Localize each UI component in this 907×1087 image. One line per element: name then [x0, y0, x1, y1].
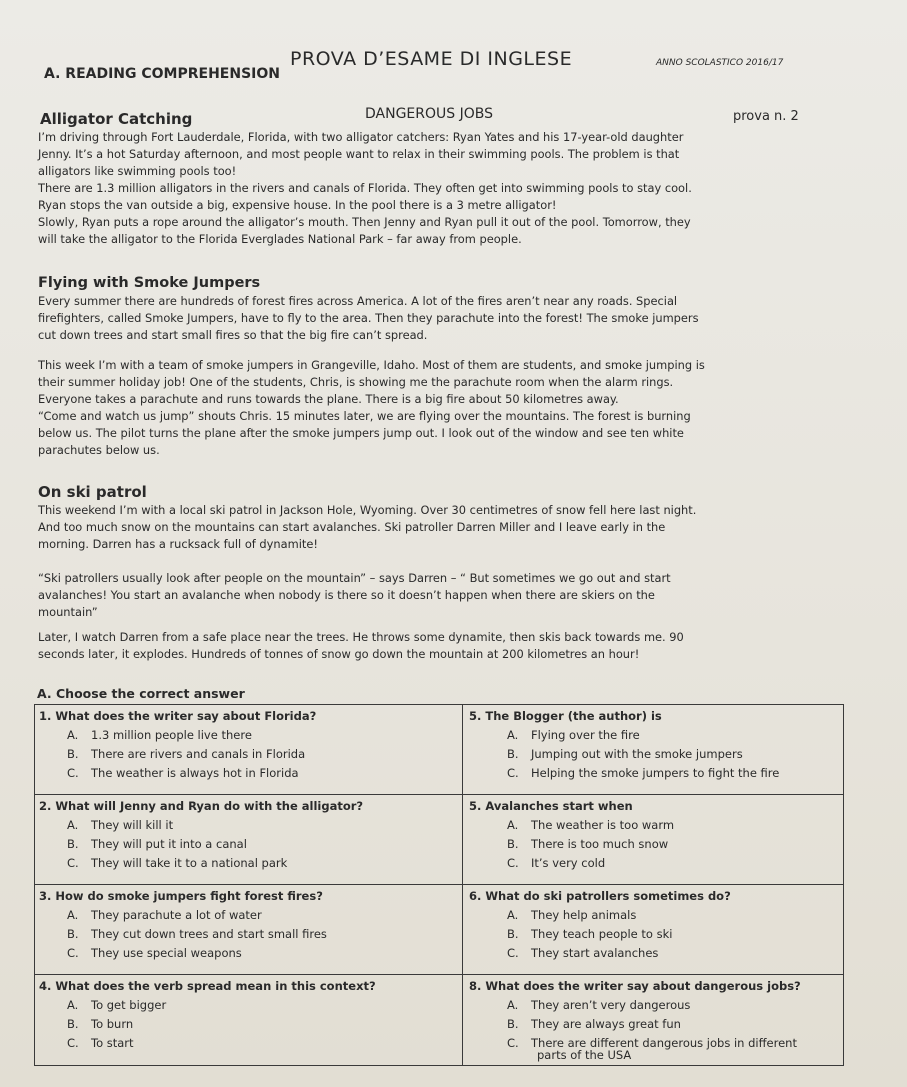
- option-text: They teach people to ski: [531, 927, 673, 941]
- question-3: [35, 885, 463, 975]
- question-8-option-c-continuation: parts of the USA: [537, 1048, 632, 1062]
- answer-option[interactable]: [469, 944, 839, 963]
- text-line: There are 1.3 million alligators in the rivers and canals of Florida. They often get into swimming pools to stay cool.: [38, 181, 692, 195]
- option-text: They will put it into a canal: [91, 837, 247, 851]
- ski-paragraph-3: [38, 629, 868, 663]
- text-line: below us. The pilot turns the plane after the smoke jumpers jump out. I look out of the window and see ten white: [38, 426, 684, 440]
- option-letter: A.: [507, 818, 519, 832]
- text-line: And too much snow on the mountains can start avalanches. Ski patroller Darren Miller and I leave early in the: [38, 520, 666, 534]
- option-letter: A.: [507, 908, 519, 922]
- answer-option[interactable]: [39, 764, 458, 783]
- text-line: Later, I watch Darren from a safe place near the trees. He throws some dynamite, then skis back towards me. 90: [38, 630, 684, 644]
- ski-paragraph-2: [38, 570, 868, 621]
- ski-patrol-heading: On ski patrol: [38, 483, 147, 501]
- option-text: They aren’t very dangerous: [531, 998, 691, 1012]
- option-letter: C.: [67, 856, 79, 870]
- answer-option[interactable]: [39, 1034, 458, 1053]
- option-text: They will kill it: [91, 818, 174, 832]
- option-text: Flying over the fire: [531, 728, 640, 742]
- answer-option[interactable]: [39, 726, 458, 745]
- answer-option[interactable]: [469, 745, 839, 764]
- ski-paragraph-1: [38, 502, 868, 553]
- option-letter: A.: [67, 908, 79, 922]
- option-text: To start: [91, 1036, 134, 1050]
- question-text: 6. What do ski patrollers sometimes do?: [469, 889, 731, 903]
- question-1: [35, 705, 463, 795]
- option-letter: A.: [67, 998, 79, 1012]
- option-letter: B.: [507, 837, 519, 851]
- alligator-heading: Alligator Catching: [40, 110, 193, 128]
- question-text: 4. What does the verb spread mean in this context?: [39, 979, 376, 993]
- school-year: ANNO SCOLASTICO 2016/17: [656, 58, 784, 68]
- answer-option[interactable]: [39, 906, 458, 925]
- exam-title: PROVA D’ESAME DI INGLESE: [290, 48, 573, 70]
- text-line: Slowly, Ryan puts a rope around the alligator’s mouth. Then Jenny and Ryan pull it out of the pool. Tomorrow, they: [38, 215, 691, 229]
- text-line: This week I’m with a team of smoke jumpers in Grangeville, Idaho. Most of them are students, and smoke jumping is: [38, 358, 705, 372]
- subtitle: DANGEROUS JOBS: [365, 106, 494, 122]
- option-letter: B.: [67, 837, 79, 851]
- option-text: They help animals: [531, 908, 637, 922]
- text-line: avalanches! You start an avalanche when nobody is there so it doesn’t happen when there are skiers on the: [38, 588, 655, 602]
- answer-option[interactable]: [39, 854, 458, 873]
- answer-option[interactable]: [469, 1034, 839, 1053]
- option-letter: A.: [67, 728, 79, 742]
- alligator-paragraph: [38, 129, 868, 248]
- option-text: They cut down trees and start small fires: [91, 927, 327, 941]
- text-line: their summer holiday job! One of the students, Chris, is showing me the parachute room when the alarm rings.: [38, 375, 674, 389]
- smoke-paragraph-2: [38, 357, 868, 459]
- text-line: “Ski patrollers usually look after people on the mountain” – says Darren – “ But sometimes we go out and start: [38, 571, 671, 585]
- text-line: parachutes below us.: [38, 443, 160, 457]
- answer-option[interactable]: [39, 944, 458, 963]
- answer-option[interactable]: [469, 764, 839, 783]
- option-text: It’s very cold: [531, 856, 606, 870]
- answer-option[interactable]: [469, 1015, 839, 1034]
- answer-option[interactable]: [469, 726, 839, 745]
- answer-option[interactable]: [39, 925, 458, 944]
- text-line: I’m driving through Fort Lauderdale, Florida, with two alligator catchers: Ryan Yates and his 17-year-old daughter: [38, 130, 684, 144]
- question-text: 3. How do smoke jumpers fight forest fires?: [39, 889, 323, 903]
- text-line: This weekend I’m with a local ski patrol in Jackson Hole, Wyoming. Over 30 centimetres of snow fell here last night.: [38, 503, 697, 517]
- text-line: morning. Darren has a rucksack full of dynamite!: [38, 537, 318, 551]
- answer-option[interactable]: [469, 925, 839, 944]
- test-number: prova n. 2: [733, 109, 799, 124]
- option-letter: C.: [507, 1036, 519, 1050]
- option-letter: B.: [67, 747, 79, 761]
- question-text: 5. The Blogger (the author) is: [469, 709, 662, 723]
- section-heading: A. READING COMPREHENSION: [44, 66, 280, 82]
- option-letter: B.: [507, 747, 519, 761]
- option-text: There are different dangerous jobs in different: [531, 1036, 797, 1050]
- question-text: 1. What does the writer say about Florida?: [39, 709, 317, 723]
- option-letter: B.: [507, 1017, 519, 1031]
- option-text: To get bigger: [91, 998, 167, 1012]
- option-text: The weather is always hot in Florida: [91, 766, 299, 780]
- question-text: 2. What will Jenny and Ryan do with the alligator?: [39, 799, 364, 813]
- option-letter: C.: [67, 766, 79, 780]
- text-line: seconds later, it explodes. Hundreds of tonnes of snow go down the mountain at 200 kilometres an hour!: [38, 647, 640, 661]
- option-letter: A.: [67, 818, 79, 832]
- text-line: firefighters, called Smoke Jumpers, have to fly to the area. Then they parachute into the forest! The smoke jumpers: [38, 311, 699, 325]
- answer-option[interactable]: [39, 745, 458, 764]
- text-line: “Come and watch us jump” shouts Chris. 15 minutes later, we are flying over the mountains. The forest is burning: [38, 409, 691, 423]
- question-5-avalanches: [463, 795, 843, 885]
- answer-option[interactable]: [39, 996, 458, 1015]
- text-line: mountain”: [38, 605, 98, 619]
- text-line: Everyone takes a parachute and runs towards the plane. There is a big fire about 50 kilometres away.: [38, 392, 619, 406]
- option-text: The weather is too warm: [531, 818, 675, 832]
- answer-option[interactable]: [39, 835, 458, 854]
- option-letter: C.: [67, 946, 79, 960]
- text-line: alligators like swimming pools too!: [38, 164, 237, 178]
- option-letter: A.: [507, 728, 519, 742]
- smoke-jumpers-heading: Flying with Smoke Jumpers: [38, 275, 261, 291]
- option-text: 1.3 million people live there: [91, 728, 252, 742]
- option-text: Jumping out with the smoke jumpers: [531, 747, 743, 761]
- answer-option[interactable]: [469, 854, 839, 873]
- option-text: There are rivers and canals in Florida: [91, 747, 306, 761]
- option-letter: A.: [507, 998, 519, 1012]
- option-text: They use special weapons: [91, 946, 242, 960]
- option-letter: C.: [507, 856, 519, 870]
- option-letter: B.: [507, 927, 519, 941]
- answer-option[interactable]: [469, 906, 839, 925]
- smoke-paragraph-1: [38, 293, 868, 344]
- question-6: [463, 885, 843, 975]
- question-8: [463, 975, 843, 1065]
- answer-option[interactable]: [469, 996, 839, 1015]
- answer-option[interactable]: [39, 816, 458, 835]
- question-2: [35, 795, 463, 885]
- option-text: Helping the smoke jumpers to fight the fire: [531, 766, 780, 780]
- text-line: Jenny. It’s a hot Saturday afternoon, and most people want to relax in their swimming pools. The problem is that: [38, 147, 680, 161]
- text-line: will take the alligator to the Florida Everglades National Park – far away from people.: [38, 232, 522, 246]
- quiz-title: A. Choose the correct answer: [37, 686, 245, 701]
- text-line: Ryan stops the van outside a big, expensive house. In the pool there is a 3 metre alligator!: [38, 198, 557, 212]
- option-letter: B.: [67, 927, 79, 941]
- question-text: 8. What does the writer say about dangerous jobs?: [469, 979, 801, 993]
- option-letter: C.: [507, 766, 519, 780]
- option-text: There is too much snow: [531, 837, 669, 851]
- option-text: They are always great fun: [531, 1017, 681, 1031]
- option-text: They parachute a lot of water: [91, 908, 262, 922]
- answer-option[interactable]: [39, 1015, 458, 1034]
- option-text: To burn: [91, 1017, 134, 1031]
- answer-option[interactable]: [469, 816, 839, 835]
- text-line: cut down trees and start small fires so that the big fire can’t spread.: [38, 328, 428, 342]
- text-line: Every summer there are hundreds of forest fires across America. A lot of the fires aren’t near any roads. Special: [38, 294, 678, 308]
- option-letter: B.: [67, 1017, 79, 1031]
- option-text: They will take it to a national park: [91, 856, 288, 870]
- quiz-table: [34, 704, 844, 1066]
- answer-option[interactable]: [469, 835, 839, 854]
- option-letter: C.: [67, 1036, 79, 1050]
- option-text: They start avalanches: [531, 946, 659, 960]
- option-letter: C.: [507, 946, 519, 960]
- question-text: 5. Avalanches start when: [469, 799, 633, 813]
- question-4: [35, 975, 463, 1065]
- question-5-blogger: [463, 705, 843, 795]
